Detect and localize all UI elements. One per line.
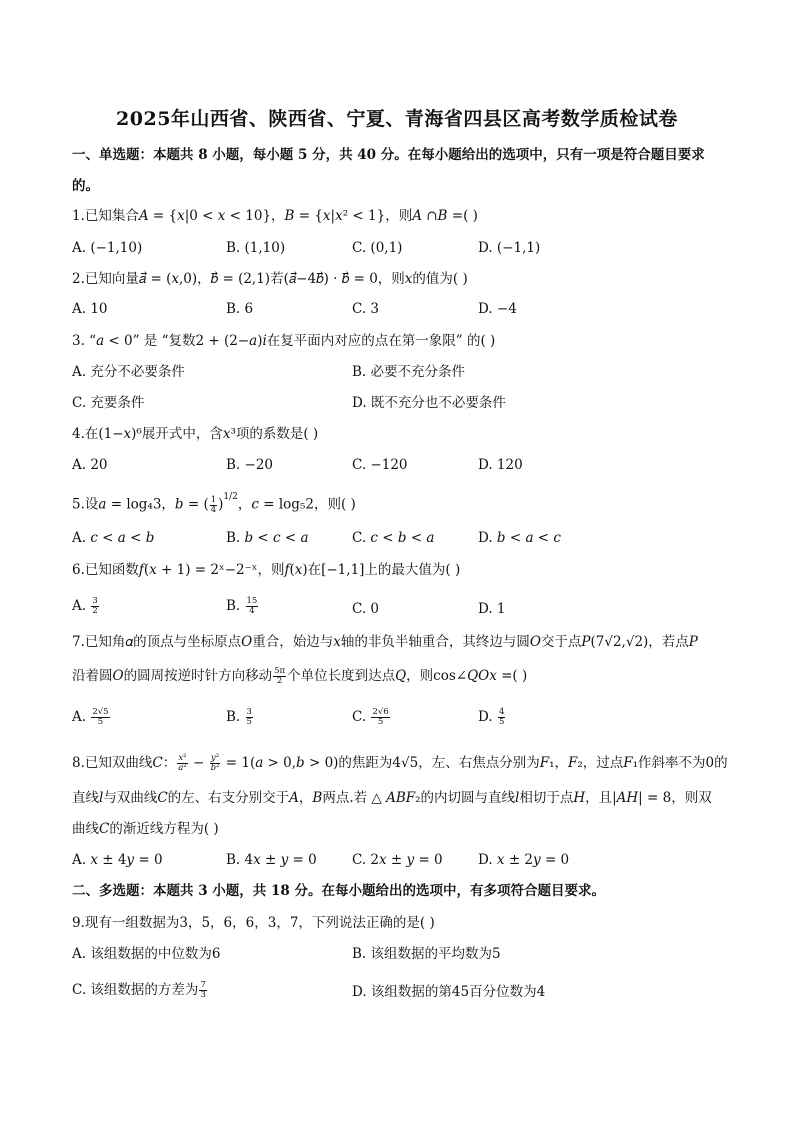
question-2-option-d: D. −4 <box>478 301 517 317</box>
question-6-option-d: D. 1 <box>478 601 506 617</box>
question-1-option-a: A. (−1,10) <box>72 240 143 256</box>
question-3-option-b: B. 必要不充分条件 <box>352 364 466 380</box>
q6-a-den: 2 <box>92 606 98 616</box>
q8-line1-part-b: = 1(𝑎 > 0,𝑏 > 0)的焦距为4√5，左、右焦点分别为𝐹₁，𝐹₂，过点𝐹₁作斜率不为0的 <box>221 755 728 771</box>
question-1-option-d: D. (−1,1) <box>478 240 541 256</box>
question-6-option-b <box>226 597 259 616</box>
question-7-option-b <box>226 708 254 727</box>
q7-b-den: 5 <box>246 717 252 727</box>
q7-line2-part-a: 沿着圆𝑂的圆周按逆时针方向移动 <box>72 668 273 684</box>
q7-d-label: D. <box>478 709 493 725</box>
q8-line1-part-a: 8.已知双曲线𝐶： <box>72 755 177 771</box>
question-9-stem: 9.现有一组数据为3，5，6，6，3，7，下列说法正确的是( ) <box>72 915 435 931</box>
q7-fraction-num: 5π <box>274 666 286 676</box>
q8-fx-num: 𝑥² <box>178 753 187 763</box>
question-2-stem: 2.已知向量𝑎⃗ = (𝑥,0)，𝑏⃗ = (2,1)若(𝑎⃗−4𝑏⃗) · 𝑏⃗ = 0，则𝑥的值为( ) <box>72 271 468 287</box>
question-3-stem: 3. “𝑎 < 0” 是 “复数2 + (2−𝑎)𝑖在复平面内对应的点在第一象限” 的( ) <box>72 333 496 349</box>
q5-stem-part-c: ，𝑐 = log₅2，则( ) <box>237 496 356 513</box>
question-2-option-b: B. 6 <box>226 301 254 317</box>
question-6-stem: 6.已知函数𝑓(𝑥 + 1) = 2ˣ−2⁻ˣ，则𝑓(𝑥)在[−1,1]上的最大值为( ) <box>72 562 461 578</box>
q6-a-num: 3 <box>92 596 98 606</box>
q6-b-label: B. <box>226 598 241 614</box>
q5-fraction-num: 1 <box>210 494 217 505</box>
question-5-option-a: A. 𝑐 < 𝑎 < 𝑏 <box>72 530 155 546</box>
q7-c-fraction <box>371 708 389 727</box>
exam-title: 2025年山西省、陕西省、宁夏、青海省四县区高考数学质检试卷 <box>116 108 678 130</box>
question-3-option-a: A. 充分不必要条件 <box>72 364 185 380</box>
question-8-stem-line-1 <box>72 754 728 773</box>
q7-d-num: 4 <box>498 707 505 717</box>
q5-stem-part-b: ) <box>218 496 224 513</box>
question-7-stem-line-1: 7.已知角𝛼的顶点与坐标原点𝑂重合，始边与𝑥轴的非负半轴重合，其终边与圆𝑂交于点𝑃(7√2,√2)，若点𝑃 <box>72 634 698 650</box>
question-8-option-c: C. 2𝑥 ± 𝑦 = 0 <box>352 852 443 868</box>
q7-a-fraction <box>91 708 109 727</box>
q7-c-den: 5 <box>377 717 384 727</box>
question-4-option-d: D. 120 <box>478 457 523 473</box>
question-3-option-c: C. 充要条件 <box>72 395 145 411</box>
question-2-option-a: A. 10 <box>72 301 108 317</box>
q9-c-fraction <box>199 981 206 1000</box>
question-7-option-c <box>352 708 391 727</box>
question-9-option-c <box>72 981 208 1000</box>
q7-fraction <box>273 667 286 686</box>
question-7-option-a <box>72 708 111 727</box>
question-9-option-b: B. 该组数据的平均数为5 <box>352 946 501 962</box>
q7-b-num: 3 <box>246 707 252 717</box>
question-8-option-b: B. 4𝑥 ± 𝑦 = 0 <box>226 852 317 868</box>
q7-a-label: A. <box>72 709 87 725</box>
question-8-stem-line-2: 直线𝑙与双曲线𝐶的左、右支分别交于𝐴，𝐵两点.若 △ 𝐴𝐵𝐹₂的内切圆与直线𝑙相切于点𝐻，且|𝐴𝐻| = 8，则双 <box>72 790 712 806</box>
question-6-option-a <box>72 597 100 616</box>
question-1-option-c: C. (0,1) <box>352 240 403 256</box>
q5-fraction <box>210 496 217 515</box>
q9-c-den: 3 <box>200 990 206 1000</box>
q9-c-text: C. 该组数据的方差为 <box>72 982 199 998</box>
question-7-stem-line-2 <box>72 667 527 686</box>
q7-d-fraction <box>498 708 505 727</box>
q5-fraction-den: 4 <box>210 504 217 515</box>
question-4-stem: 4.在(1−𝑥)⁶展开式中，含𝑥³项的系数是( ) <box>72 426 319 442</box>
q9-c-num: 7 <box>200 980 206 990</box>
question-5-stem <box>72 492 356 515</box>
q7-fraction-den: 2 <box>276 676 283 686</box>
section-1-heading-cont: 的。 <box>72 178 99 194</box>
q8-minus: − <box>188 755 209 771</box>
q8-fy-den: 𝑏² <box>210 763 220 773</box>
question-2-option-c: C. 3 <box>352 301 380 317</box>
q7-line2-part-b: 个单位长度到达点𝑄，则cos∠𝑄𝑂𝑥 =( ) <box>287 668 528 684</box>
q8-fy-num: 𝑦² <box>210 753 220 763</box>
q5-exponent: 1/2 <box>223 492 238 502</box>
q7-c-label: C. <box>352 709 367 725</box>
question-5-option-d: D. 𝑏 < 𝑎 < 𝑐 <box>478 530 561 546</box>
q7-b-label: B. <box>226 709 241 725</box>
question-4-option-c: C. −120 <box>352 457 408 473</box>
section-2-heading: 二、多选题：本题共 3 小题，共 18 分。在每小题给出的选项中，有多项符合题目要求。 <box>72 883 605 899</box>
question-7-option-d <box>478 708 506 727</box>
question-6-option-c: C. 0 <box>352 601 380 617</box>
question-8-option-a: A. 𝑥 ± 4𝑦 = 0 <box>72 852 163 868</box>
question-8-option-d: D. 𝑥 ± 2𝑦 = 0 <box>478 852 570 868</box>
q6-a-fraction <box>91 597 98 616</box>
q6-b-den: 4 <box>249 606 255 616</box>
q7-d-den: 5 <box>498 717 505 727</box>
question-8-stem-line-3: 曲线𝐶的渐近线方程为( ) <box>72 821 219 837</box>
question-1-stem: 1.已知集合𝐴 = {𝑥|0 < 𝑥 < 10}，𝐵 = {𝑥|𝑥² < 1}，则𝐴 ∩𝐵 =( ) <box>72 208 478 224</box>
question-1-option-b: B. (1,10) <box>226 240 286 256</box>
q6-b-num: 15 <box>246 596 258 606</box>
q7-b-fraction <box>246 708 253 727</box>
q8-fraction-x <box>177 754 187 773</box>
question-4-option-a: A. 20 <box>72 457 108 473</box>
q5-stem-part-a: 5.设𝑎 = log₄3，𝑏 = ( <box>72 496 209 513</box>
q8-fraction-y <box>210 754 221 773</box>
q6-b-fraction <box>246 597 259 616</box>
question-3-option-d: D. 既不充分也不必要条件 <box>352 395 506 411</box>
section-1-heading: 一、单选题：本题共 8 小题，每小题 5 分，共 40 分。在每小题给出的选项中，只有一项是符合题目要求 <box>72 147 705 163</box>
question-9-option-d: D. 该组数据的第45百分位数为4 <box>352 984 546 1000</box>
question-4-option-b: B. −20 <box>226 457 273 473</box>
question-5-option-b: B. 𝑏 < 𝑐 < 𝑎 <box>226 530 309 546</box>
question-9-option-a: A. 该组数据的中位数为6 <box>72 946 221 962</box>
q6-a-label: A. <box>72 598 87 614</box>
q7-a-num: 2√5 <box>92 707 109 717</box>
q7-c-num: 2√6 <box>372 707 389 717</box>
q8-fx-den: 𝑎² <box>178 763 187 773</box>
question-5-option-c: C. 𝑐 < 𝑏 < 𝑎 <box>352 530 435 546</box>
q7-a-den: 5 <box>97 717 104 727</box>
